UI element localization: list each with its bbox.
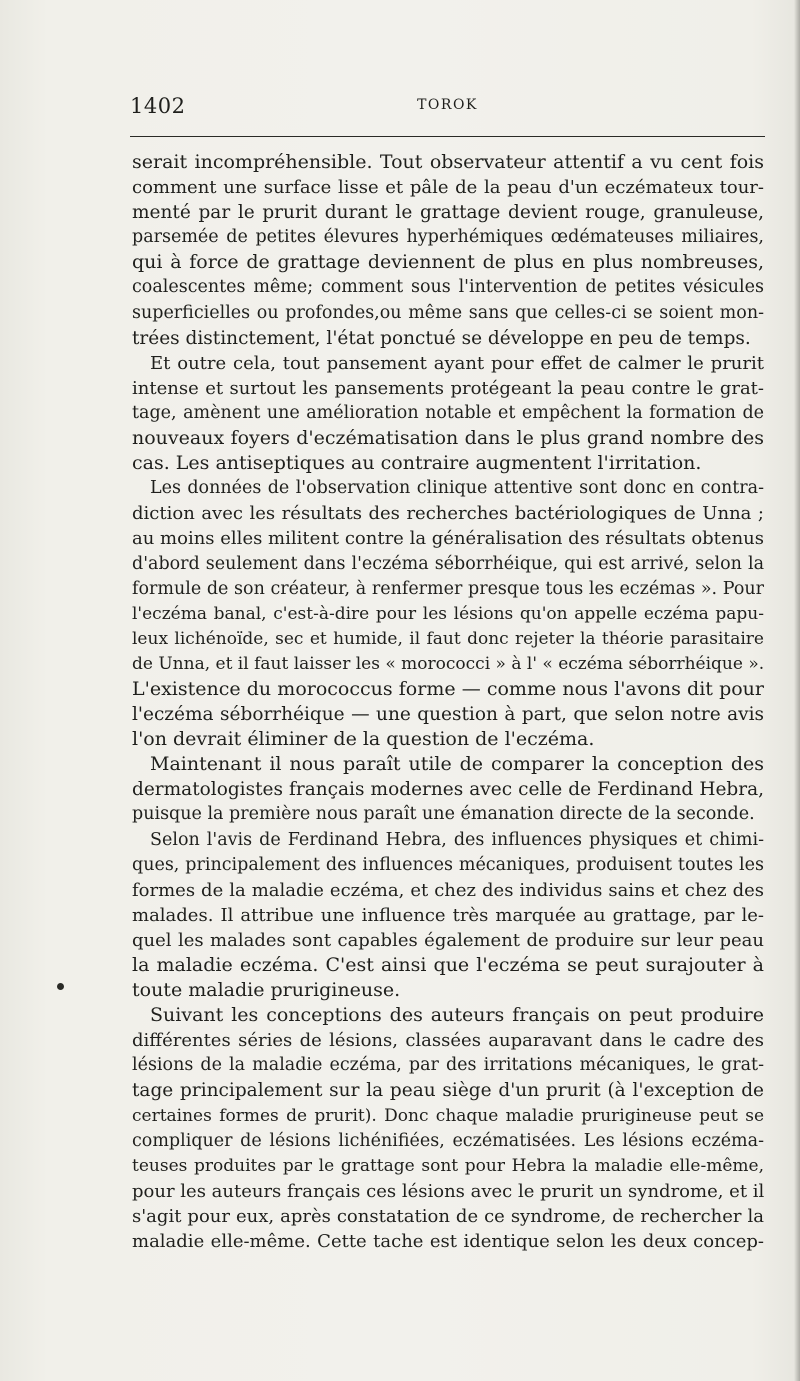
paragraph-start: Maintenant il nous paraît utile de comparer la conception des xyxy=(150,753,764,776)
paragraph-start: Et outre cela, tout pansement ayant pour effet de calmer le prurit xyxy=(150,352,764,374)
text-line: différentes séries de lésions, classées auparavant dans le cadre des xyxy=(132,1030,764,1052)
body-text xyxy=(132,150,764,1254)
text-line: certaines formes de prurit). Donc chaque maladie prurigineuse peut se xyxy=(132,1105,764,1126)
text-line: s'agit pour eux, après constatation de ce syndrome, de rechercher la xyxy=(132,1205,764,1227)
text-line: de Unna, et il faut laisser les « morococci » à l' « eczéma séborrhéique ». xyxy=(132,653,764,674)
text-line: leux lichénoïde, sec et humide, il faut donc rejeter la théorie parasitaire xyxy=(132,628,764,649)
text-line: L'existence du morococcus forme — comme nous l'avons dit pour xyxy=(132,677,764,700)
text-line: malades. Il attribue une influence très marquée au grattage, par le- xyxy=(132,904,764,926)
text-line: nouveaux foyers d'eczématisation dans le plus grand nombre des xyxy=(132,427,764,450)
paragraph-start: Selon l'avis de Ferdinand Hebra, des influences physiques et chimi- xyxy=(150,829,764,850)
text-line: ques, principalement des influences mécaniques, produisent toutes les xyxy=(132,854,764,875)
text-line: l'eczéma banal, c'est-à-dire pour les lésions qu'on appelle eczéma papu- xyxy=(132,603,764,624)
page-header xyxy=(130,94,765,124)
text-line: serait incompréhensible. Tout observateur attentif a vu cent fois xyxy=(132,151,764,173)
running-head: TOROK xyxy=(417,97,478,113)
page-edge-shadow xyxy=(794,0,800,1381)
text-line: cas. Les antiseptiques au contraire augmentent l'irritation. xyxy=(132,452,702,475)
text-line: teuses produites par le grattage sont pour Hebra la maladie elle-même, xyxy=(132,1155,764,1176)
text-line: formule de son créateur, à renfermer presque tous les eczémas ». Pour xyxy=(132,578,764,599)
margin-ink-spot xyxy=(57,983,64,990)
text-line: toute maladie prurigineuse. xyxy=(132,979,401,1002)
text-line: trées distinctement, l'état ponctué se développe en peu de temps. xyxy=(132,327,751,349)
text-line: tage principalement sur la peau siège d'un prurit (à l'exception de xyxy=(132,1080,764,1102)
header-rule xyxy=(130,136,765,137)
text-line: coalescentes même; comment sous l'intervention de petites vésicules xyxy=(132,277,764,298)
text-line: menté par le prurit durant le grattage devient rouge, granuleuse, xyxy=(132,202,764,224)
text-line: diction avec les résultats des recherches bactériologiques de Unna ; xyxy=(132,503,764,525)
text-line: tage, amènent une amélioration notable et empêchent la formation de xyxy=(132,402,764,423)
text-line: d'abord seulement dans l'eczéma séborrhéique, qui est arrivé, selon la xyxy=(132,553,764,574)
paragraph-start: Les données de l'observation clinique attentive sont donc en contra- xyxy=(150,478,764,499)
text-line: comment une surface lisse et pâle de la peau d'un eczémateux tour- xyxy=(132,177,764,199)
text-line: qui à force de grattage deviennent de plus en plus nombreuses, xyxy=(132,251,764,274)
text-line: maladie elle-même. Cette tache est identique selon les deux concep- xyxy=(132,1231,764,1253)
text-line: au moins elles militent contre la généralisation des résultats obtenus xyxy=(132,528,764,550)
text-line: puisque la première nous paraît une émanation directe de la seconde. xyxy=(132,804,755,825)
paragraph-start: Suivant les conceptions des auteurs français on peut produire xyxy=(150,1004,764,1027)
text-line: l'on devrait éliminer de la question de l'eczéma. xyxy=(132,728,595,751)
text-line: formes de la maladie eczéma, et chez des individus sains et chez des xyxy=(132,879,764,901)
text-line: dermatologistes français modernes avec celle de Ferdinand Hebra, xyxy=(132,779,764,801)
text-line: lésions de la maladie eczéma, par des irritations mécaniques, le grat- xyxy=(132,1055,764,1076)
text-line: intense et surtout les pansements protégeant la peau contre le grat- xyxy=(132,377,764,399)
text-line: pour les auteurs français ces lésions avec le prurit un syndrome, et il xyxy=(132,1180,764,1202)
text-line: l'eczéma séborrhéique — une question à part, que selon notre avis xyxy=(132,704,764,726)
text-line: superficielles ou profondes,ou même sans que celles-ci se soient mon- xyxy=(132,302,764,323)
text-line: compliquer de lésions lichénifiées, eczématisées. Les lésions eczéma- xyxy=(132,1130,764,1151)
text-line: la maladie eczéma. C'est ainsi que l'eczéma se peut surajouter à xyxy=(132,954,764,976)
text-line: parsemée de petites élevures hyperhémiques œdémateuses miliaires, xyxy=(132,227,764,248)
text-line: quel les malades sont capables également de produire sur leur peau xyxy=(132,929,764,951)
page-number: 1402 xyxy=(130,94,186,118)
